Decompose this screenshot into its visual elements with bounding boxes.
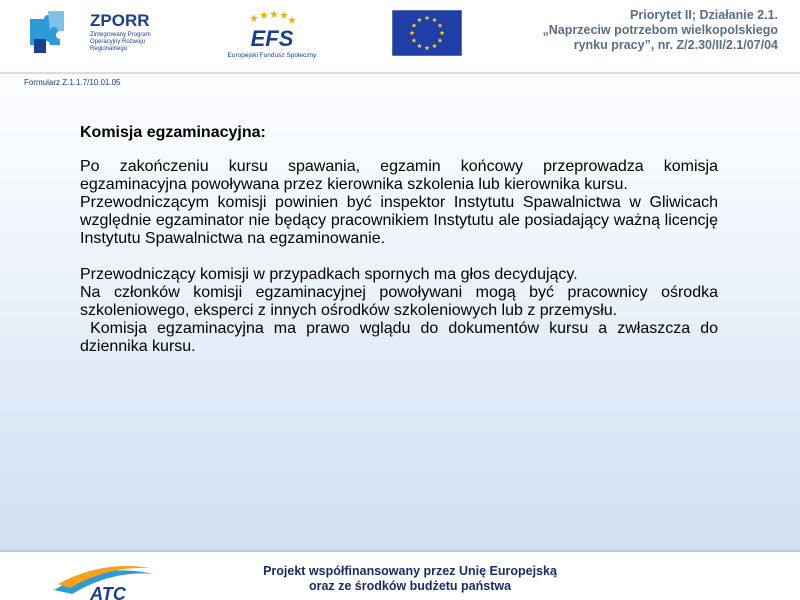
paragraph-2: Przewodniczącym komisji powinien być inspektor Instytutu Spawalnictwa w Gliwicach względnie egzaminator nie będący pracownikiem Instytutu ale posiadający ważną licencję Instytutu Spawalnictwa na egzaminowanie. xyxy=(80,194,718,247)
paragraph-4: Na członków komisji egzaminacyjnej powoływani mogą być pracownicy ośrodka szkoleniowego, eksperci z innych ośrodków szkoleniowych lub z przemysłu. xyxy=(80,284,718,319)
atc-logo xyxy=(52,560,156,600)
paragraph-3: Przewodniczący komisji w przypadkach spornych ma głos decydujący. xyxy=(80,266,578,283)
footer xyxy=(0,550,800,600)
footer-line-2: oraz ze środków budżetu państwa xyxy=(308,579,512,593)
paragraph-1: Po zakończeniu kursu spawania, egzamin końcowy przeprowadza komisja egzaminacyjna powoływana przez kierownika szkolenia lub kierownika kursu. xyxy=(80,158,718,193)
header xyxy=(0,0,800,72)
atc-logo-icon xyxy=(52,560,156,600)
priority-line-2: „Naprzeciw potrzebom wielkopolskiego xyxy=(542,23,778,37)
priority-line-1: Priorytet II; Działanie 2.1. xyxy=(630,8,778,22)
paragraph-5: Komisja egzaminacyjna ma prawo wglądu do dokumentów kursu a zwłaszcza do dziennika kursu. xyxy=(80,320,723,355)
section-heading: Komisja egzaminacyjna: xyxy=(80,124,266,141)
efs-mark: EFS xyxy=(250,26,294,51)
puzzle-icon xyxy=(28,9,74,55)
atc-logo-text: ATC xyxy=(90,584,126,600)
efs-caption: Europejski Fundusz Społeczny xyxy=(227,52,317,59)
main-content xyxy=(80,124,723,356)
footer-text xyxy=(200,564,620,594)
efs-logo xyxy=(222,8,322,64)
zporr-subtitle: Zintegrowany Program Operacyjny Rozwoju Regionalnego xyxy=(90,32,151,52)
zporr-title: ZPORR xyxy=(90,11,150,30)
efs-stars-icon xyxy=(222,8,322,52)
eu-flag-icon xyxy=(392,10,462,56)
form-id: Formularz Z.1.1.7/10.01.05 xyxy=(24,78,121,87)
priority-block xyxy=(508,8,778,53)
header-divider xyxy=(0,72,800,74)
spacer xyxy=(80,248,718,266)
footer-line-1: Projekt współfinansowany przez Unię Europejską xyxy=(263,564,557,578)
eu-flag xyxy=(392,10,462,56)
priority-line-3: rynku pracy”, nr. Z/2.30/II/2.1/07/04 xyxy=(573,38,778,52)
zporr-logo xyxy=(28,9,158,63)
